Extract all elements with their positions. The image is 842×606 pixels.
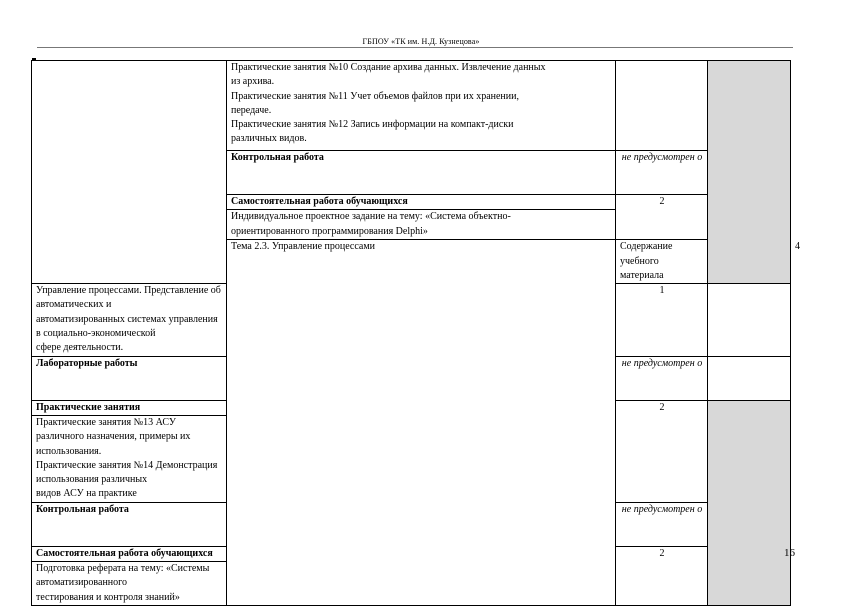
practice-line: видов АСУ на практике [36,488,137,500]
self-work-label: Самостоятельная работа обучающихся [227,195,616,210]
practice-line: Практические занятия №11 Учет объемов файлов при их хранении, [231,90,519,102]
practice-line: Практические занятия №13 АСУ различного назначения, примеры их [36,416,191,443]
lab-works-hours: не предусмотрен о [616,356,708,400]
content-line: сфере деятельности. [36,342,124,354]
table-row: Тема 2.3. Управление процессами Содержание учебного материала 4 [32,240,791,284]
content-line: Управление процессами. Представление об автоматических и [36,285,221,311]
curriculum-table [31,60,800,606]
topic-title: Тема 2.3. Управление процессами [227,240,616,606]
control-work-label: Контрольная работа [227,151,616,195]
theme-cell-empty [32,61,227,284]
control-work-hours: не предусмотрен о [616,502,708,546]
level-cell-shaded [708,61,791,284]
task-line: Подготовка реферата на тему: «Системы автоматизированного [36,563,210,589]
practice-line: Практические занятия №10 Создание архива данных. Извлечение данных [231,62,546,73]
practice-list-cell [227,61,616,151]
self-work-task [32,562,227,606]
lab-works-label: Лабораторные работы [32,356,227,400]
page-header: ГБПОУ «ТК им. Н.Д. Кузнецова» [362,37,480,46]
practice-line: различных видов. [231,133,307,145]
practice-line: использования. [36,445,102,457]
header-rule [37,47,793,48]
mastery-level: 1 [616,284,708,356]
practice-line: передаче. [231,104,272,116]
practice-hours: 2 [616,400,708,502]
table-row [32,61,791,151]
content-description [32,284,227,356]
control-work-label: Контрольная работа [32,502,227,546]
self-work-label: Самостоятельная работа обучающихся [32,546,227,561]
self-work-hours: 2 [616,546,708,605]
control-work-hours: не предусмотрен о [616,151,708,195]
practice-label: Практические занятия [32,400,227,415]
practice-line: из архива. [231,76,275,88]
content-line: автоматизированных системах управления в социально-экономической [36,313,218,340]
level-cell-empty [708,356,791,400]
practice-list-cell [32,415,227,502]
task-line: тестирования и контроля знаний» [36,591,180,603]
page-number: 16 [784,547,795,559]
practice-line: Практические занятия №14 Демонстрация использования различных [36,459,218,486]
practice-line: Практические занятия №12 Запись информации на компакт-диски [231,119,514,131]
level-cell-shaded [708,400,791,605]
self-work-hours: 2 [616,195,708,240]
content-label: Содержание учебного материала [616,240,708,284]
self-work-task [227,210,616,240]
hours-cell-empty [616,61,708,151]
task-line: ориентированного программирования Delphi» [231,225,428,237]
task-line: Индивидуальное проектное задание на тему: «Система объектно- [231,211,511,223]
